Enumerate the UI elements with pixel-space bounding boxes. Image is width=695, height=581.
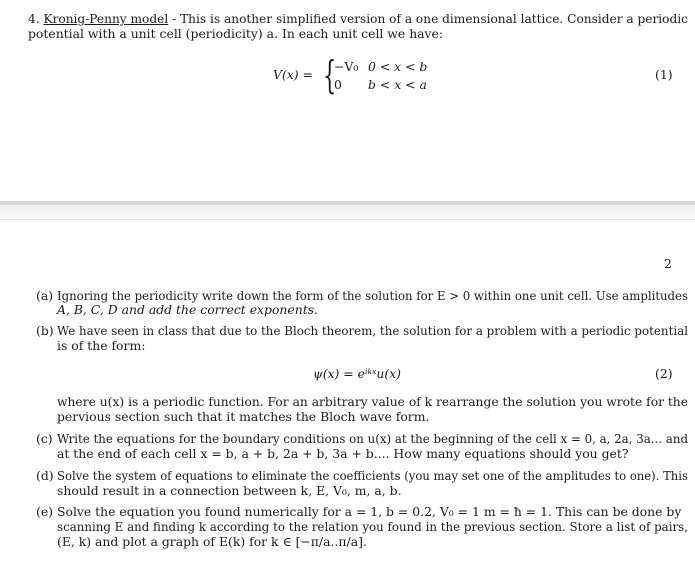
part-e-label: (e) xyxy=(36,504,54,519)
eq1-case1-value: −V₀ xyxy=(334,59,359,74)
eq1-brace: { xyxy=(323,53,337,97)
part-e-line1: Solve the equation you found numerically for a = 1, b = 0.2, V₀ = 1 m = ħ = 1. This can be done by xyxy=(57,504,682,519)
part-e-line3: (E, k) and plot a graph of E(k) for k ∈ [−π/a..π/a]. xyxy=(57,534,367,549)
problem-intro-text: - This is another simplified version of a one dimensional lattice. Consider a periodic xyxy=(168,11,688,26)
part-d-line2: should result in a connection between k, E, V₀, m, a, b. xyxy=(57,483,402,498)
eq1-case2-condition: b < x < a xyxy=(368,77,427,92)
eq1-case1-condition: 0 < x < b xyxy=(368,59,428,74)
eq2: ψ(x) = eⁱᵏˣu(x) xyxy=(313,366,402,381)
part-d-label: (d) xyxy=(36,468,54,483)
page-break-band xyxy=(0,205,695,219)
problem-title: Kronig-Penny model xyxy=(43,11,169,26)
part-b-line1: We have seen in class that due to the Bloch theorem, the solution for a problem with a periodic potential xyxy=(57,323,689,338)
eq1-case2-value: 0 xyxy=(334,77,342,92)
part-c-line1: Write the equations for the boundary conditions on u(x) at the beginning of the cell x = 0, a, 2a, 3a... and xyxy=(57,431,689,446)
part-b-line2: is of the form: xyxy=(57,338,146,353)
problem-number: 4. xyxy=(28,11,40,26)
part-c-line2: at the end of each cell x = b, a + b, 2a + b, 3a + b.... How many equations should you get? xyxy=(57,446,629,461)
part-b-after2: pervious section such that it matches the Bloch wave form. xyxy=(57,409,430,424)
part-a-line1: Ignoring the periodicity write down the form of the solution for E > 0 within one unit cell. Use amplitudes xyxy=(57,288,688,303)
part-c-label: (c) xyxy=(36,431,53,446)
part-e-line2: scanning E and finding k according to the relation you found in the previous section. Store a list of pairs, xyxy=(57,519,688,534)
part-a-label: (a) xyxy=(36,288,54,303)
part-a-line2: A, B, C, D and add the correct exponents. xyxy=(57,302,318,317)
eq1-lhs: V(x) = xyxy=(273,67,313,82)
part-b-label: (b) xyxy=(36,323,54,338)
problem-intro-line2: potential with a unit cell (periodicity) a. In each unit cell we have: xyxy=(28,26,444,41)
eq1-number: (1) xyxy=(655,67,673,82)
part-b-after1: where u(x) is a periodic function. For an arbitrary value of k rearrange the solution you wrote for the xyxy=(57,394,688,409)
page-break-line xyxy=(0,219,695,220)
problem-intro-line1 xyxy=(28,11,688,26)
part-d-line1: Solve the system of equations to eliminate the coefficients (you may set one of the amplitudes to one). This xyxy=(57,468,688,483)
page-number: 2 xyxy=(664,256,672,271)
eq2-number: (2) xyxy=(655,366,673,381)
